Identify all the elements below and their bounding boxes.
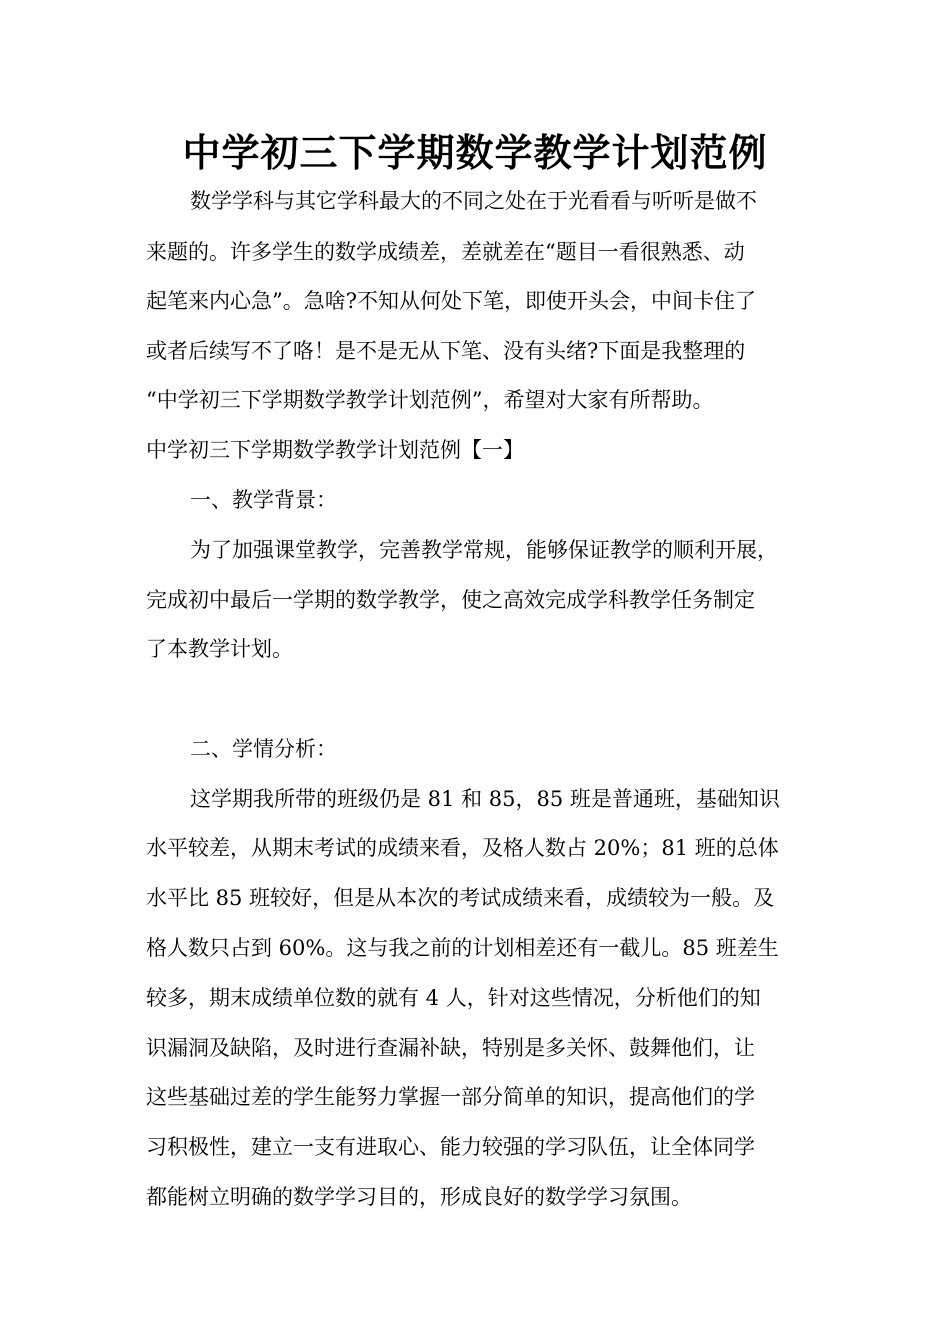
paragraph-line: 这学期我所带的班级仍是 81 和 85，85 班是普通班，基础知识 — [190, 787, 780, 811]
paragraph-line: “中学初三下学期数学教学计划范例”，希望对大家有所帮助。 — [146, 388, 714, 412]
paragraph-line: 格人数只占到 60%。这与我之前的计划相差还有一截儿。85 班差生 — [146, 936, 779, 960]
paragraph-line: 这些基础过差的学生能努力掌握一部分简单的知识，提高他们的学 — [146, 1085, 755, 1109]
paragraph-line: 识漏洞及缺陷，及时进行查漏补缺，特别是多关怀、鼓舞他们，让 — [146, 1036, 755, 1060]
paragraph-line: 为了加强课堂教学，完善教学常规，能够保证教学的顺利开展， — [190, 538, 778, 562]
subsection-heading: 一、教学背景： — [190, 488, 337, 512]
paragraph-line: 习积极性，建立一支有进取心、能力较强的学习队伍，让全体同学 — [146, 1135, 755, 1159]
section-heading: 中学初三下学期数学教学计划范例【一】 — [146, 438, 524, 462]
paragraph-line: 数学学科与其它学科最大的不同之处在于光看看与听听是做不 — [190, 189, 757, 213]
paragraph-line: 来题的。许多学生的数学成绩差，差就差在“题目一看很熟悉、动 — [146, 240, 745, 264]
paragraph-line: 完成初中最后一学期的数学教学，使之高效完成学科教学任务制定 — [146, 588, 755, 612]
paragraph-line: 都能树立明确的数学学习目的，形成良好的数学学习氛围。 — [146, 1185, 692, 1209]
subsection-heading: 二、学情分析： — [190, 737, 337, 761]
paragraph-line: 水平比 85 班较好，但是从本次的考试成绩来看，成绩较为一般。及 — [146, 886, 775, 910]
paragraph-line: 较多，期末成绩单位数的就有 4 人，针对这些情况，分析他们的知 — [146, 986, 761, 1010]
document-title: 中学初三下学期数学教学计划范例 — [182, 131, 768, 175]
paragraph-line: 水平较差，从期末考试的成绩来看，及格人数占 20%；81 班的总体 — [146, 836, 779, 860]
paragraph-line: 起笔来内心急”。急啥?不知从何处下笔，即使开头会，中间卡住了 — [146, 289, 756, 313]
paragraph-line: 或者后续写不了咯！是不是无从下笔、没有头绪?下面是我整理的 — [146, 339, 746, 363]
paragraph-line: 了本教学计划。 — [146, 637, 293, 661]
